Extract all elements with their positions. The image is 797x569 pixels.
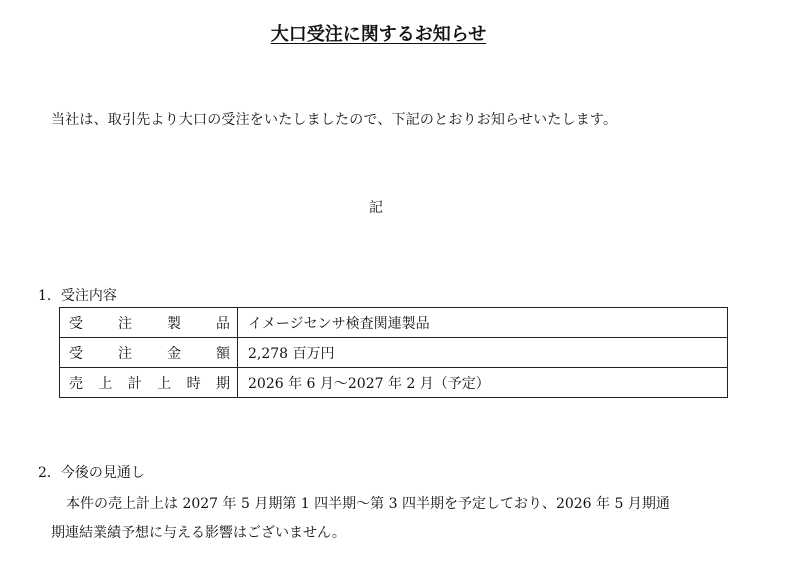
intro-paragraph: 当社は、取引先より大口の受注をいたしましたので、下記のとおりお知らせいたします。: [51, 112, 618, 128]
table-row: [60, 308, 728, 338]
table-row: [60, 338, 728, 368]
row-value-product: イメージセンサ検査関連製品: [238, 308, 728, 338]
row-value-period: 2026 年 6 月～2027 年 2 月（予定）: [238, 368, 728, 398]
ki-heading: 記: [369, 200, 383, 216]
outlook-line-1: 本件の売上計上は 2027 年 5 月期第 1 四半期～第 3 四半期を予定しており、2026 年 5 月期通: [66, 496, 670, 512]
table-row: [60, 368, 728, 398]
section2-heading: 2．今後の見通し: [38, 465, 145, 481]
outlook-line-2: 期連結業績予想に与える影響はございません。: [51, 525, 346, 541]
row-label-period: 売 上 計 上 時 期: [60, 368, 238, 398]
row-label-product: 受 注 製 品: [60, 308, 238, 338]
row-value-amount: 2,278 百万円: [238, 338, 728, 368]
outlook-paragraph: [51, 490, 741, 548]
document-title: 大口受注に関するお知らせ: [270, 24, 487, 45]
row-label-amount: 受 注 金 額: [60, 338, 238, 368]
section1-heading: 1．受注内容: [38, 288, 117, 304]
order-details-table: [59, 307, 728, 398]
